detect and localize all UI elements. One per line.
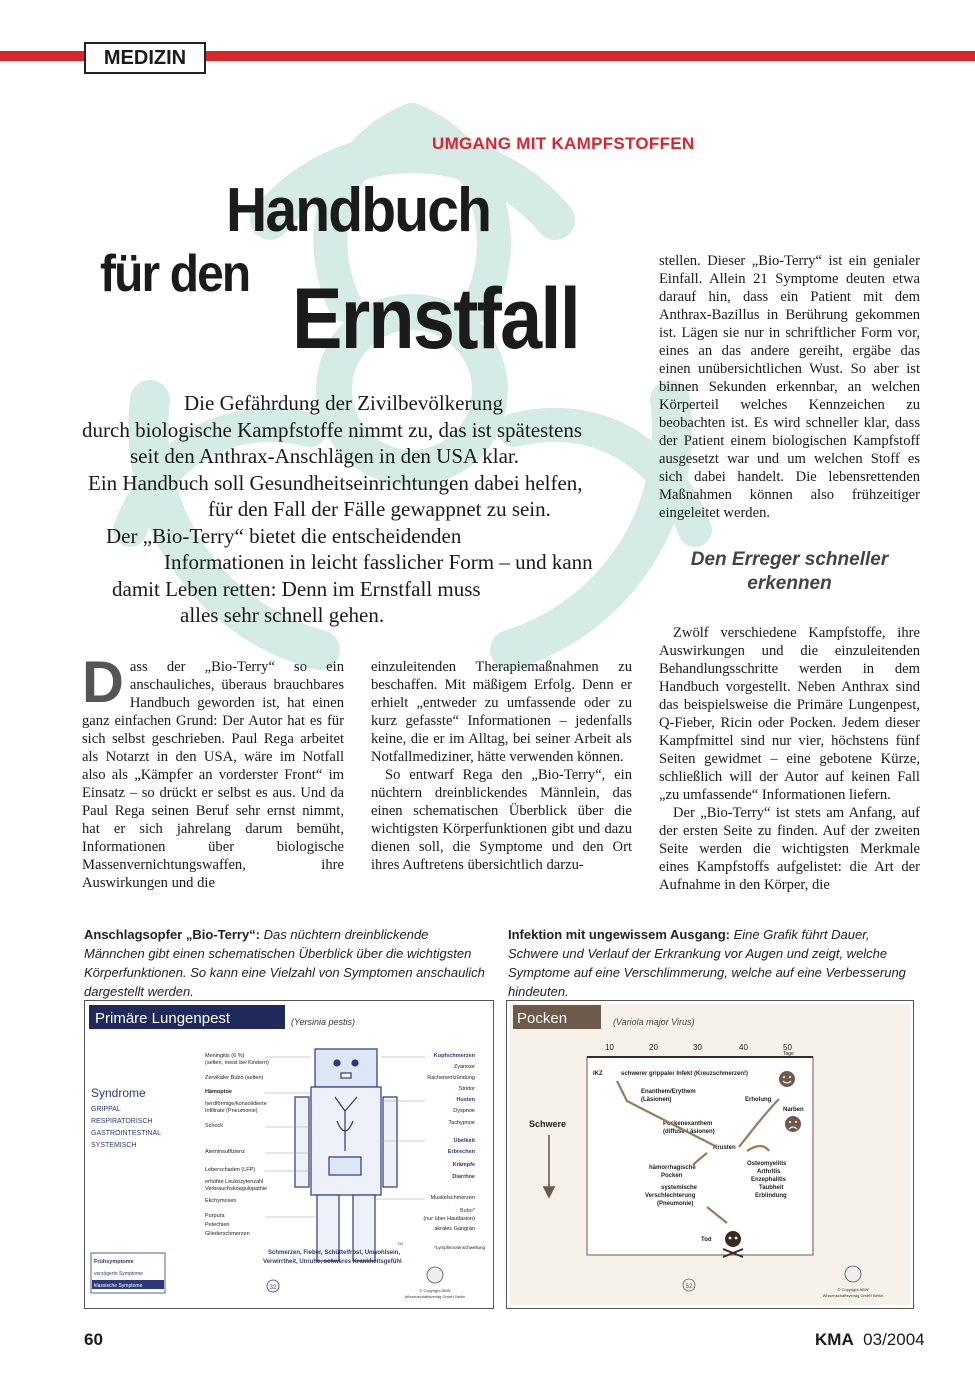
legend-item: klassische Symptome [94,1283,143,1289]
rubric-label: MEDIZIN [84,42,206,74]
figure-title: Primäre Lungenpest [95,1010,231,1027]
legend-item: verzögerte Symptome [94,1271,143,1277]
body-paragraph: stellen. Dieser „Bio-Terry“ ist ein genialer Einfall. Allein 21 Symptome deuten etwa darauf hin, dass ein Patient mit dem Anthrax-Bazillus in Berührung gekommen ist. Lägen sie nur in schriftlicher Form vor, eines an das andere gereiht, ergäbe das einen unübersichtlichen Wust. So aber ist binnen Sekunden erkennbar, an welchen Körperteil welches Kennzeichen zu beobachten ist. Es wird schneller klar, dass der Patient einem biologischen Kampfstoff ausgesetzt war und um welchen Stoff es sich dabei handelt. Die lebensrettenden Maßnahmen können also frühzeitiger eingeleitet werden. [659,253,920,521]
bio-terry-figure-icon [295,1049,397,1261]
symptom-label: Ateminsuffizienz [205,1149,245,1155]
symptom-label: Dyspnoe [453,1108,475,1114]
general-symptoms-line: Schmerzen, Fieber, Schüttelfrost, Unwohlsein, [268,1250,401,1256]
symptom-label: Purpura [205,1213,225,1219]
day-tick: 10 [605,1043,614,1052]
lead-line: Der „Bio-Terry“ bietet die entscheidenden [106,523,462,548]
article-lead [60,390,660,629]
day-tick: 20 [649,1043,658,1052]
course-label: Erblindung [755,1193,787,1199]
symptom-label: Leberschaden (LFP) [205,1167,256,1173]
magazine-name: KMA [815,1330,854,1349]
symptom-label: Ekchymosen [205,1198,237,1204]
severity-axis-label: Schwere [529,1119,567,1129]
symptom-footnote: *Lymphknotenschwellung [434,1245,485,1250]
syndrome-heading: Syndrome [91,1086,146,1100]
copyright-line: © Copyright ABW [837,1287,869,1292]
syndrome-item: RESPIRATORISCH [91,1118,153,1125]
symptom-label: (nur über Hautläsion) [423,1216,475,1222]
symptom-label: Stridor [458,1086,475,1092]
syndrome-item: SYSTEMISCH [91,1142,137,1149]
symptom-label: erhöhte Leukozytenzahl [205,1179,264,1185]
figure-lungenpest [84,1000,494,1309]
symptom-label: Zyanose [453,1064,475,1070]
syndrome-item: GASTROINTESTINAL [91,1130,162,1137]
body-paragraph: ass der „Bio-Terry“ so ein anschauliches, überaus brauchbares Handbuch geworden ist, hat einen ganz einfachen Grund: Der Autor hat es für sich selbst geschrieben. Paul Rega arbeitet als Notarzt in den USA, wäre im Notfall also als „Kämpfer an vorderster Front“ im Einsatz – so drückt er selbst es aus. Und da Paul Rega seinen Beruf sehr ernst nimmt, hat er sich jahrelang darum bemüht, Informationen über biologische Massenvernichtungswaffen, ihre Auswirkungen und die [82,659,344,891]
caption-text: Eine Grafik führt Dauer, Schwere und Verlauf der Erkrankung vor Augen und zeigt, welche Symptome auf eine Verschlimmerung, welche auf eine Verbesserung hindeuten. [508,927,906,999]
symptom-label: Diarrhoe [452,1174,475,1180]
lead-line: durch biologische Kampfstoffe nimmt zu, das ist spätestens [82,417,583,442]
lead-line: für den Fall der Fälle gewappnet zu sein. [208,497,551,521]
symptom-label: Muskelschmerzen [430,1195,475,1201]
general-symptoms-line: Verwirrtheit, Unruhe, schweres Krankheitsgefühl [263,1259,402,1265]
symptom-label: Bubo* [460,1208,475,1214]
symptom-label: Erbrechen [447,1149,475,1155]
section-subheading: Den Erreger schneller erkennen [690,549,889,594]
course-label: Enanthem/Erythem [641,1089,696,1095]
symptom-label: Petechien [205,1222,230,1228]
ikz-label: IKZ [593,1071,603,1077]
publisher-logo-icon [427,1267,443,1283]
lead-line: damit Leben retten: Denn im Ernstfall muss [112,576,481,601]
magazine-issue [815,1330,925,1350]
body-column-1 [82,650,344,892]
figure-caption-right [508,925,908,1001]
figure-caption-left [84,925,489,1001]
article-kicker: UMGANG MIT KAMPFSTOFFEN [432,134,695,153]
symptom-label: Tachypnoe [448,1120,475,1126]
symptom-label: Rachenentzündung [427,1075,475,1081]
course-label: Krusten [713,1145,736,1151]
course-label: Enzephalitis [751,1177,787,1183]
figure-page-number: 52 [685,1284,693,1290]
figure-subtitle: (Variola major Virus) [613,1017,695,1027]
headline-line-2: für den [100,245,250,303]
course-label: Tod [701,1237,712,1243]
symptom-label: Gliederschmerzen [205,1231,250,1237]
day-tick: 50 [783,1043,792,1052]
figure-pocken [506,1000,914,1309]
copyright-line: © Copyright ABW [419,1288,451,1293]
legend-box [91,1253,165,1293]
lead-line: Die Gefährdung der Zivilbevölkerung [184,391,503,415]
figure-page-number: 32 [269,1285,277,1291]
copyright-line: Wissenschaftsverlag GmbH Berlin [822,1293,884,1298]
symptom-label: Infiltrate (Pneumonie) [205,1108,258,1114]
lead-line: Ein Handbuch soll Gesundheitseinrichtungen dabei helfen, [88,470,583,495]
symptom-label: Zervikaler Bubo (selten) [205,1075,264,1081]
lead-line: alles sehr schnell gehen. [180,603,385,627]
issue-number: 03/2004 [863,1330,925,1349]
body-column-3-top [659,252,920,522]
symptom-label: akrales Gangrän [434,1226,475,1232]
course-label: Pocken [661,1173,683,1179]
symptom-label: Kopfschmerzen [433,1053,475,1059]
day-unit: Tage [783,1051,794,1057]
smiley-happy-icon [779,1071,795,1087]
day-tick: 30 [693,1043,702,1052]
caption-title: Infektion mit ungewissem Ausgang: [508,927,730,942]
course-label: Narben [783,1107,804,1113]
body-paragraph: einzuleitenden Therapiemaßnahmen zu beschaffen. Mit mäßigem Erfolg. Denn er erhielt „entweder zu umfassende oder zu kurz gefasste“ Informationen – jedenfalls keine, die er im Alltag, bei seiner Arbeit als Notfallmediziner, hätte verwenden können. [371,659,632,765]
course-label: systemische [661,1185,698,1191]
body-paragraph: Der „Bio-Terry“ ist stets am Anfang, auf der ersten Seite zu finden. Auf der zweiten Seite werden die wichtigsten Merkmale eines Kampfstoffs aufgelistet: die Art der Aufnahme in den Körper, die [659,805,920,893]
headline-line-3: Ernstfall [292,271,579,367]
trademark-mark: TM [397,1241,403,1246]
body-paragraph: So entwarf Rega den „Bio-Terry“, ein nüchtern dreinblickendes Männlein, das einen schematischen Überblick über die wichtigsten Körperfunktionen gibt und dazu dienen soll, die Symptome und den Ort ihres Auftretens übersichtlich darzu- [371,767,632,873]
course-label: (diffuse Läsionen) [663,1129,715,1135]
drop-cap: D [82,650,124,715]
publisher-logo-icon [845,1266,861,1282]
course-label: Pockenexanthem [663,1121,713,1127]
course-label: (Pneumonie) [657,1201,694,1207]
course-label: (Läsionen) [641,1097,672,1103]
course-label: Erholung [745,1097,772,1103]
day-tick: 40 [739,1043,748,1052]
caption-text: Das nüchtern dreinblickende Männchen gibt einen schematischen Überblick über die wichtigsten Körperfunktionen. So kann eine Vielzahl von Symptomen anschaulich dargestellt werden. [84,927,485,999]
body-column-3-bottom [659,624,920,894]
caption-title: Anschlagsopfer „Bio-Terry“: [84,927,261,942]
symptom-label: herdförmige/konsolidierte [205,1101,267,1107]
symptom-label: Meningitis (6 %) [205,1053,245,1059]
body-column-2 [371,658,632,874]
course-label: Taubheit [759,1185,784,1191]
lead-line: seit den Anthrax-Anschlägen in den USA klar. [130,444,520,468]
symptom-label: (selten, meist bei Kindern) [205,1060,269,1066]
course-label: Osteomyelitis [747,1161,787,1167]
symptom-label: Übelkeit [453,1138,475,1144]
symptom-label: Hämoptoe [205,1089,232,1095]
page-number: 60 [84,1330,103,1349]
symptom-label: Verbrauchskoagulopathie [205,1186,268,1192]
figure-title: Pocken [517,1010,568,1027]
course-label: Arthritis [757,1169,781,1175]
body-paragraph: Zwölf verschiedene Kampfstoffe, ihre Auswirkungen und die einzuleitenden Behandlungsschritte werden in dem Handbuch vorgestellt. Neben Anthrax sind das beispielsweise die Primäre Lungenpest, Q-Fieber, Ricin oder Pocken. Jedem dieser Kampfmittel sind nur vier, höchstens fünf Seiten gewidmet – eine gebotene Kürze, schließlich will der Autor auf keinen Fall „zu umfassende“ Informationen liefern. [659,625,920,803]
legend-item: Frühsymptome [94,1259,134,1265]
symptom-label: Schock [205,1123,224,1129]
figure-subtitle: (Yersinia pestis) [291,1017,356,1027]
syndrome-item: GRIPPAL [91,1106,121,1113]
course-label: hämorrhagische [649,1165,696,1171]
lead-line: Informationen in leicht fasslicher Form – und kann [164,550,593,574]
headline-line-1: Handbuch [226,176,491,245]
smiley-sad-icon [785,1116,801,1132]
copyright-line: Wissenschaftsverlag GmbH Berlin [404,1294,466,1299]
course-label: schwerer grippaler Infekt (Kreuzschmerzen!) [621,1071,749,1077]
symptom-label: Krämpfe [452,1162,475,1168]
course-label: Verschlechterung [645,1193,696,1199]
symptom-label: Husten [456,1097,475,1103]
